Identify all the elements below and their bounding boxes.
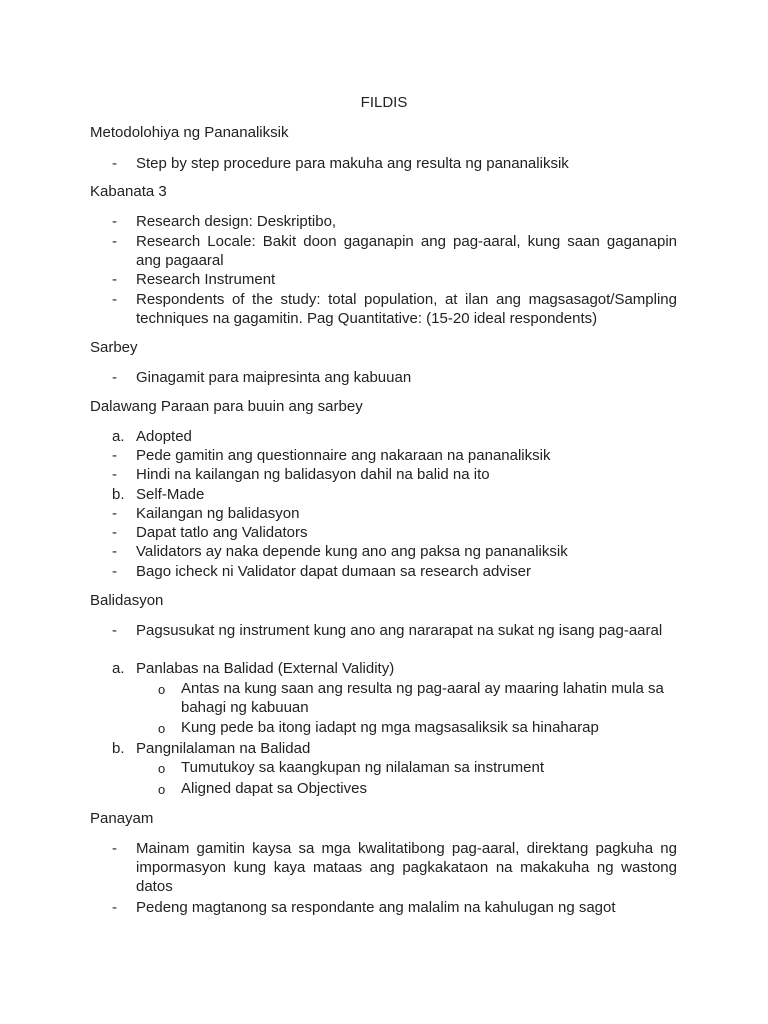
list-item: Bago icheck ni Validator dapat dumaan sa research adviser bbox=[136, 563, 531, 580]
list-item: Pedeng magtanong sa respondante ang malalim na kahulugan ng sagot bbox=[136, 899, 616, 916]
list-item: Research Instrument bbox=[136, 271, 276, 288]
sub-list-item: Tumutukoy sa kaangkupan ng nilalaman sa instrument bbox=[181, 759, 544, 776]
letter-marker: a. bbox=[112, 428, 125, 445]
dash-marker: - bbox=[112, 622, 117, 639]
section-heading: Panayam bbox=[90, 810, 154, 827]
bullet-marker: o bbox=[158, 721, 166, 736]
dash-marker: - bbox=[112, 466, 117, 483]
dash-marker: - bbox=[112, 899, 117, 916]
dash-marker: - bbox=[112, 233, 117, 250]
letter-marker: b. bbox=[112, 486, 125, 503]
section-heading: Balidasyon bbox=[90, 592, 164, 609]
bullet-marker: o bbox=[158, 782, 166, 797]
document-title: FILDIS bbox=[360, 94, 408, 111]
dash-marker: - bbox=[112, 291, 117, 308]
dash-marker: - bbox=[112, 840, 117, 857]
dash-marker: - bbox=[112, 271, 117, 288]
dash-marker: - bbox=[112, 505, 117, 522]
list-item: Research design: Deskriptibo, bbox=[136, 213, 337, 230]
sub-list-item: Antas na kung saan ang resulta ng pag-aaral ay maaring lahatin mula sa bahagi ng kabuuan bbox=[181, 680, 664, 716]
list-item: Hindi na kailangan ng balidasyon dahil na balid na ito bbox=[136, 466, 490, 483]
dash-marker: - bbox=[112, 543, 117, 560]
dash-marker: - bbox=[112, 213, 117, 230]
list-item: Step by step procedure para makuha ang resulta ng pananaliksik bbox=[136, 155, 569, 172]
list-item: Self-Made bbox=[136, 486, 205, 503]
list-item: Kailangan ng balidasyon bbox=[136, 505, 300, 522]
section-heading: Dalawang Paraan para buuin ang sarbey bbox=[90, 398, 363, 415]
list-item: Pangnilalaman na Balidad bbox=[136, 740, 311, 757]
list-item: Pagsusukat ng instrument kung ano ang nararapat na sukat ng isang pag-aaral bbox=[136, 622, 663, 639]
dash-marker: - bbox=[112, 369, 117, 386]
list-item: Respondents of the study: total population, at ilan ang magsasagot/Sampling techniques na gagamitin. Pag Quantitative: (15-20 ideal respondents) bbox=[136, 291, 677, 327]
list-item: Ginagamit para maipresinta ang kabuuan bbox=[136, 369, 412, 386]
list-item: Pede gamitin ang questionnaire ang nakaraan na pananaliksik bbox=[136, 447, 551, 464]
section-heading: Metodolohiya ng Pananaliksik bbox=[90, 124, 289, 141]
bullet-marker: o bbox=[158, 682, 166, 697]
list-item: Research Locale: Bakit doon gaganapin ang pag-aaral, kung saan gaganapin ang pagaaral bbox=[136, 233, 677, 269]
section-heading: Kabanata 3 bbox=[90, 183, 167, 200]
letter-marker: b. bbox=[112, 740, 125, 757]
list-item: Dapat tatlo ang Validators bbox=[136, 524, 308, 541]
list-item: Panlabas na Balidad (External Validity) bbox=[136, 660, 395, 677]
bullet-marker: o bbox=[158, 761, 166, 776]
dash-marker: - bbox=[112, 447, 117, 464]
sub-list-item: Aligned dapat sa Objectives bbox=[181, 780, 367, 797]
list-item: Mainam gamitin kaysa sa mga kwalitatibong pag-aaral, direktang pagkuha ng impormasyon kung kaya mataas ang pagkakataon na makakuha ng wastong datos bbox=[136, 840, 677, 895]
letter-marker: a. bbox=[112, 660, 125, 677]
dash-marker: - bbox=[112, 524, 117, 541]
dash-marker: - bbox=[112, 155, 117, 172]
list-item: Adopted bbox=[136, 428, 192, 445]
sub-list-item: Kung pede ba itong iadapt ng mga magsasaliksik sa hinaharap bbox=[181, 719, 599, 736]
dash-marker: - bbox=[112, 563, 117, 580]
list-item: Validators ay naka depende kung ano ang paksa ng pananaliksik bbox=[136, 543, 568, 560]
section-heading: Sarbey bbox=[90, 339, 138, 356]
